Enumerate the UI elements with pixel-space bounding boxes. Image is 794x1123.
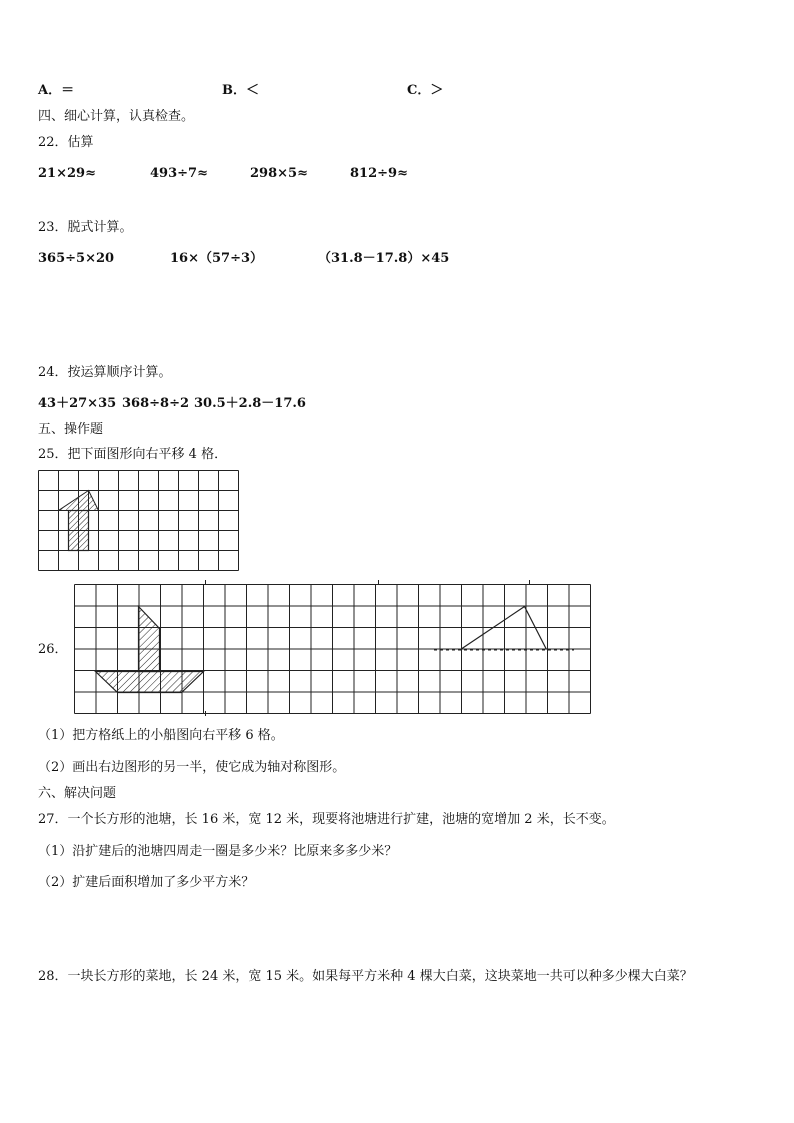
q26-sub1: （1）把方格纸上的小船图向右平移 6 格。 [38, 728, 284, 743]
boat-sail [139, 607, 160, 672]
q23-item-3: （31.8－17.8）×45 [318, 251, 450, 266]
q26-label: 26． [38, 642, 68, 657]
option-c: C．＞ [407, 83, 444, 98]
q22-item-3: 298×5≈ [250, 166, 308, 181]
section-4-heading: 四、细心计算，认真检查。 [38, 109, 195, 124]
q24-item-3: 30.5＋2.8－17.6 [194, 396, 306, 411]
arrow-head [59, 491, 89, 511]
q26-grid [72, 580, 594, 720]
q26-sub2: （2）画出右边图形的另一半，使它成为轴对称图形。 [38, 760, 346, 775]
q22-item-4: 812÷9≈ [350, 166, 408, 181]
q25-grid [38, 470, 244, 576]
q23-item-2: 16×（57÷3） [170, 251, 264, 266]
q27-sub1: （1）沿扩建后的池塘四周走一圈是多少米？比原来多多少米？ [38, 844, 398, 859]
q22-item-1: 21×29≈ [38, 166, 96, 181]
q27-text: 27．一个长方形的池塘，长 16 米，宽 12 米，现要将池塘进行扩建，池塘的宽增加 2 米，长不变。 [38, 812, 615, 827]
q24-item-2: 368÷8÷2 [122, 396, 190, 411]
boat-hull [96, 672, 204, 693]
section-6-heading: 六、解决问题 [38, 786, 117, 801]
arrow-shaft [69, 511, 89, 551]
q28-text: 28．一块长方形的菜地，长 24 米，宽 15 米。如果每平方米种 4 棵大白菜，这块菜地一共可以种多少棵大白菜？ [38, 969, 693, 984]
q23-title: 23．脱式计算。 [38, 220, 133, 235]
q25-title: 25．把下面图形向右平移 4 格． [38, 447, 228, 462]
q22-title: 22．估算 [38, 135, 94, 150]
q27-sub2: （2）扩建后面积增加了多少平方米？ [38, 875, 255, 890]
q23-item-1: 365÷5×20 [38, 251, 115, 266]
arrow-head-right [89, 491, 99, 511]
q24-title: 24．按运算顺序计算。 [38, 365, 172, 380]
section-5-heading: 五、操作题 [38, 422, 104, 437]
q24-item-1: 43＋27×35 [38, 396, 117, 411]
option-b: B．＜ [222, 83, 259, 98]
q22-item-2: 493÷7≈ [150, 166, 208, 181]
option-a: A．＝ [38, 83, 75, 98]
